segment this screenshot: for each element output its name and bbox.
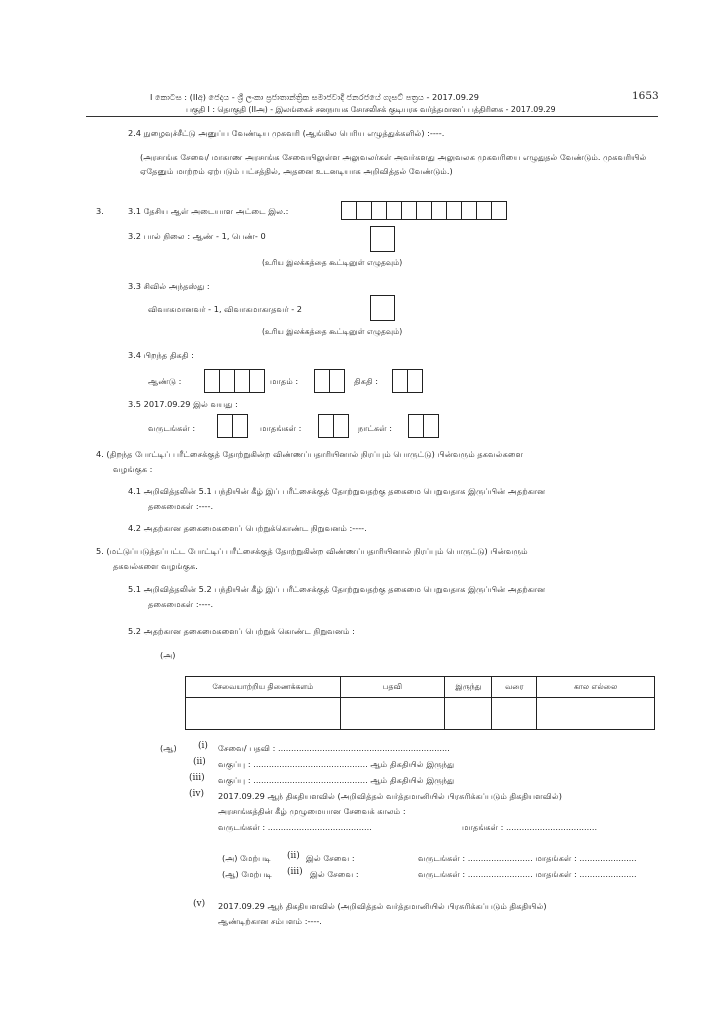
civil-status-hint: (உரிய இலக்கத்தை கூட்டினுள் எழுதவும்) [262,327,403,336]
age-years-digit-box[interactable] [217,414,233,438]
age-label: 3.5 2017.09.29 இல் வயது : [128,399,238,409]
section-4-intro-cont: வழங்குக : [113,464,153,474]
age-years-boxes[interactable] [217,414,248,438]
age-days-digit-box[interactable] [423,414,439,438]
dob-year-label: ஆண்டு : [148,376,182,386]
dob-year-boxes[interactable] [204,369,265,393]
item-5-1: 5.1 அறிவித்தலின் 5.2 பந்தியின் கீழ் இப் பரீட்சைக்குத் தோற்றுவதற்கு தகைமை பெறுவதாக இருப்பின் அதற்கான [128,584,546,594]
item-iii-class: வகுப்பு : ............................................ ஆம் திகதியில் இருந்து [218,775,455,785]
nic-digit-box[interactable] [446,201,462,220]
item-iv-a-fill: வருடங்கள் : ......................... மாதங்கள் : ...................... [418,853,637,863]
gazette-header-subtitle: பகுதி I : தொகுதி (IIஅ) - இலங்கைச் சனநாயக சோசலிசக் குடியரசு வர்த்தமானப் பத்திரிகை - 2017.09.29 [186,105,556,114]
nic-digit-box[interactable] [386,201,402,220]
item-iv-a-tail: இல் சேவை : [306,853,355,863]
col-header-post: பதவி [340,677,445,698]
dob-year-digit-box[interactable] [249,369,265,393]
age-days-digit-box[interactable] [408,414,424,438]
nic-number-boxes[interactable] [341,201,507,220]
roman-iii: (iii) [189,773,205,783]
gender-hint: (உரிய இலக்கத்தை கூட்டினுள் எழுதவும்) [262,258,403,267]
dob-month-digit-box[interactable] [314,369,330,393]
dob-month-boxes[interactable] [314,369,345,393]
item-5-1-cont: தகைமைகள் :----. [148,599,214,609]
item-iv-b-fill: வருடங்கள் : ......................... மாதங்கள் : ...................... [418,869,637,879]
nic-digit-box[interactable] [341,201,357,220]
item-iv-months: மாதங்கள் : ................................... [462,822,598,832]
age-months-digit-box[interactable] [318,414,334,438]
col-header-department: சேவையாற்றிய திணைக்களம் [186,677,341,698]
age-months-boxes[interactable] [318,414,349,438]
gazette-header-title: I කොටස : (IIඅ) ජෙදය - ශ්‍රී ලංකා ප්‍රජාතාන්ත්‍රික සමාජවාදී ජනරජයේ ගැසට් පත්‍රය - 2017.09.29 [150,92,479,102]
item-2-4-address: 2.4 நுழைவுச்சீட்டு அனுப்ப வேண்டிய முகவரி (ஆங்கில பெரிய எழுத்துக்களில்) :----. [128,128,445,138]
roman-ii: (ii) [193,757,206,767]
table-cell[interactable] [537,698,655,730]
roman-i: (i) [198,741,208,751]
item-4-1: 4.1 அறிவித்தலின் 5.1 பந்தியின் கீழ் இப் பரீட்சைக்குத் தோற்றுவதற்கு தகைமை பெறுவதாக இருப்பின் அதற்கான [128,486,546,496]
dob-month-label: மாதம் : [270,376,299,386]
service-history-table [185,676,655,730]
item-4-2: 4.2 அதற்கான தகைமைகளைப் பெற்றுக்கொண்ட நிறுவனம் :----. [128,523,367,533]
table-cell[interactable] [186,698,341,730]
nic-label: 3.1 தேசிய ஆள் அடையாள அட்டை இல.: [128,206,289,216]
header-rule [86,116,658,117]
item-v-line1: 2017.09.29 ஆந் திகதியளவில் (அறிவித்தல் வர்த்தமானியில் பிரசுரிக்கப்படும் திகதியில்) [218,901,547,911]
table-cell[interactable] [492,698,537,730]
item-v-line2: ஆண்டிற்கான சம்பளம் :----. [218,916,322,926]
nic-digit-box[interactable] [491,201,507,220]
nic-digit-box[interactable] [476,201,492,220]
item-iv-years: வருடங்கள் : ........................................ [218,822,372,832]
page-number: 1653 [632,90,659,102]
item-iv-line2: அரசாங்கத்தின் கீழ் முழுமையான சேவைக் காலம் : [218,806,406,816]
dob-day-boxes[interactable] [392,369,423,393]
col-header-period: கால எல்லை [537,677,655,698]
dob-year-digit-box[interactable] [234,369,250,393]
dob-day-digit-box[interactable] [407,369,423,393]
dob-day-digit-box[interactable] [392,369,408,393]
section-3-number: 3. [96,206,104,216]
section-4-intro: 4. (திறந்த போட்டிப் பரீட்சைக்குத் தோற்றுகின்ற விண்ணப்பதாரியினால் நிரப்பும் பொருட்டு) பின்வரும் தகவல்களை [96,449,523,459]
civil-status-options: விவாகமானவர் - 1, விவாகமாகாதவர் - 2 [148,304,303,314]
dob-year-digit-box[interactable] [204,369,220,393]
item-ii-class: வகுப்பு : ............................................ ஆம் திகதியில் இருந்து [218,759,455,769]
nic-digit-box[interactable] [356,201,372,220]
nic-digit-box[interactable] [416,201,432,220]
dob-label: 3.4 பிறந்த திகதி : [128,350,194,360]
nic-digit-box[interactable] [431,201,447,220]
col-header-to: வரை [492,677,537,698]
item-iv-a-label: (அ) மேற்படி [222,853,271,863]
col-header-from: இருந்து [445,677,492,698]
table-cell[interactable] [340,698,445,730]
sub-a-label: (அ) [160,650,176,660]
nic-digit-box[interactable] [461,201,477,220]
item-iv-b-label: (ஆ) மேற்படி [222,869,272,879]
item-5-2: 5.2 அதற்கான தகைமைகளைப் பெற்றுக் கொண்ட நிறுவனம் : [128,626,355,636]
item-iv-a-roman: (ii) [287,851,300,861]
section-5-intro-cont: தகவல்களை வழங்குக. [113,561,198,571]
civil-status-label: 3.3 சிவில் அந்தஸ்து : [128,281,210,291]
table-cell[interactable] [445,698,492,730]
age-days-label: நாட்கள் : [358,423,393,433]
table-header-row [186,677,655,698]
dob-year-digit-box[interactable] [219,369,235,393]
table-row [186,698,655,730]
age-years-digit-box[interactable] [232,414,248,438]
age-months-label: மாதங்கள் : [260,423,302,433]
dob-day-label: திகதி : [354,376,379,386]
nic-digit-box[interactable] [401,201,417,220]
item-2-4-note: (அரசாங்க சேவை/ மாகாண அரசாங்க சேவையிலுள்ள அலுவலர்கள் அவர்களது அலுவலக முகவரியை எழுதுதல் வேண்டும். முகவரியில் ஏதேனும் மாற்றம் ஏற்படும் பட்சத்தில், அதனை உடனடியாக அறிவித்தல் வேண்டும்.) [140,152,647,176]
item-4-1-cont: தகைமைகள் :----. [148,501,214,511]
roman-iv: (iv) [189,789,204,799]
item-iv-line1: 2017.09.29 ஆந் திகதியளவில் (அறிவித்தல் வர்த்தமானியில் பிரசுரிக்கப்படும் திகதியளவில்) [218,791,562,801]
roman-v: (v) [193,899,206,909]
age-years-label: வருடங்கள் : [148,423,196,433]
sub-aa-label: (ஆ) [160,743,177,753]
section-5-intro: 5. (மட்டுப்படுத்தப்பட்ட போட்டிப் பரீட்சைக்குத் தோற்றுகின்ற விண்ணப்பதாரியினால் நிரப்பும் பொருட்டு) பின்வரும் [96,546,528,556]
age-days-boxes[interactable] [408,414,439,438]
gender-label: 3.2 பால் நிலை : ஆண் - 1, பெண்- 0 [128,231,266,241]
civil-status-box[interactable] [370,295,395,321]
item-i-service-post: சேவை/ பதவி : .................................................................. [218,743,450,753]
dob-month-digit-box[interactable] [329,369,345,393]
nic-digit-box[interactable] [371,201,387,220]
item-iv-b-tail: இல் சேவை : [310,869,359,879]
item-iv-b-roman: (iii) [287,867,303,877]
gender-box[interactable] [370,226,395,252]
age-months-digit-box[interactable] [333,414,349,438]
